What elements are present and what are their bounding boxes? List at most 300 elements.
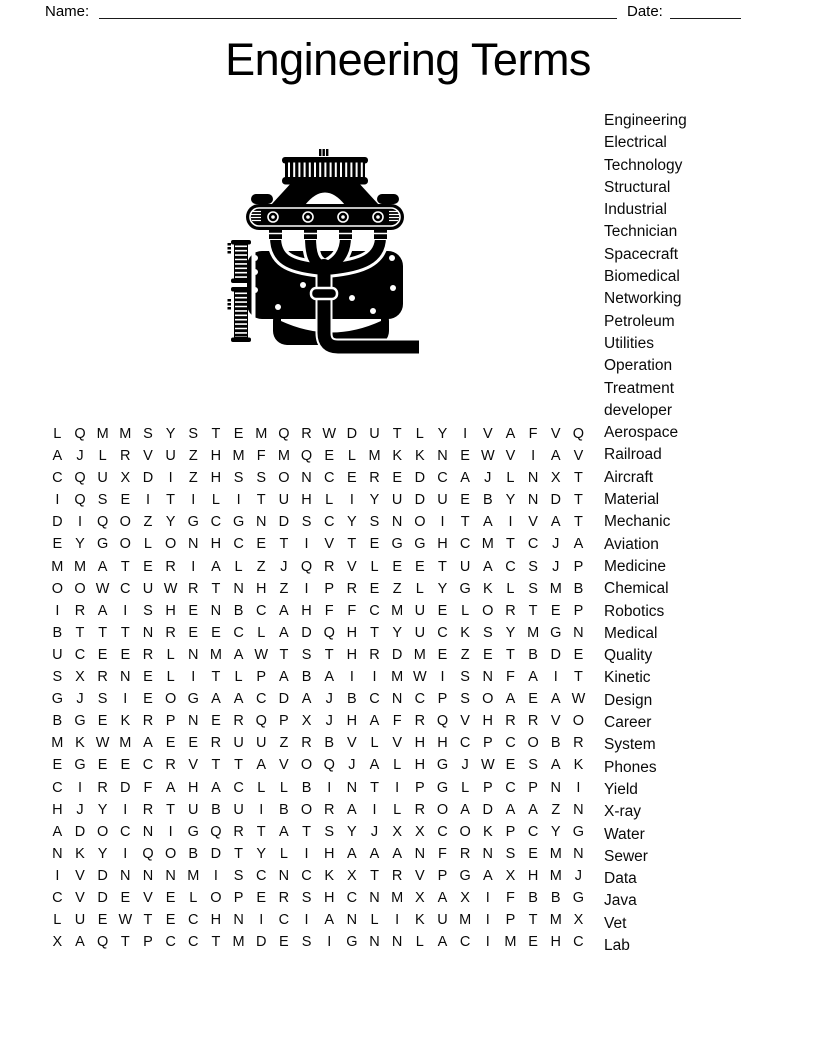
grid-letter: L — [234, 558, 243, 575]
grid-letter: W — [480, 757, 495, 774]
grid-letter: A — [211, 691, 221, 708]
grid-letter: R — [459, 845, 471, 862]
word-list-item: Electrical — [604, 134, 667, 152]
grid-letter: A — [369, 713, 380, 730]
grid-letter: O — [482, 691, 494, 708]
grid-letter: E — [52, 536, 63, 553]
grid-letter: T — [438, 558, 447, 575]
grid-letter: Q — [142, 845, 154, 862]
grid-letter: L — [279, 779, 288, 796]
grid-letter: A — [482, 867, 493, 884]
grid-letter: P — [279, 713, 289, 730]
grid-letter: I — [372, 669, 377, 686]
grid-letter: N — [573, 801, 584, 818]
grid-letter: D — [414, 470, 426, 487]
grid-letter: T — [256, 492, 266, 509]
grid-letter: T — [211, 426, 221, 442]
grid-letter: H — [346, 713, 358, 730]
grid-letter: I — [508, 514, 513, 531]
grid-letter: A — [347, 845, 357, 862]
grid-letter: R — [165, 558, 176, 575]
grid-letter: N — [255, 514, 267, 531]
grid-letter: C — [188, 934, 199, 951]
grid-letter: I — [55, 492, 60, 509]
grid-letter: I — [485, 889, 490, 906]
grid-letter: E — [165, 912, 176, 929]
word-list-item: Petroleum — [604, 312, 675, 330]
grid-letter: R — [165, 757, 176, 774]
grid-letter: T — [120, 624, 130, 641]
grid-letter: T — [211, 580, 221, 597]
grid-letter: P — [324, 580, 335, 597]
grid-letter: H — [210, 448, 222, 465]
grid-letter: A — [279, 669, 289, 686]
grid-letter: Y — [165, 426, 176, 442]
grid-letter: Q — [210, 823, 222, 840]
grid-letter: S — [460, 691, 470, 708]
grid-letter: H — [323, 889, 335, 906]
grid-letter: A — [97, 558, 108, 575]
grid-letter: T — [506, 646, 515, 663]
grid-letter: E — [143, 558, 153, 575]
word-list-item: Kinetic — [604, 669, 651, 687]
word-list-item: Engineering — [604, 112, 687, 129]
grid-letter: K — [75, 845, 85, 862]
grid-letter: L — [347, 448, 356, 465]
grid-letter: S — [97, 492, 108, 509]
grid-letter: J — [280, 558, 288, 575]
grid-letter: V — [505, 448, 516, 465]
grid-letter: I — [395, 779, 400, 796]
grid-letter: A — [460, 801, 470, 818]
grid-letter: A — [528, 669, 538, 686]
grid-letter: M — [549, 867, 562, 884]
grid-letter: V — [324, 536, 335, 553]
grid-letter: S — [460, 669, 470, 686]
grid-letter: L — [506, 470, 515, 487]
grid-letter: N — [391, 514, 403, 531]
word-list-item: Railroad — [604, 446, 662, 464]
grid-letter: S — [256, 470, 267, 487]
grid-letter: A — [52, 448, 63, 465]
grid-letter: C — [74, 646, 86, 663]
grid-letter: E — [279, 934, 289, 951]
grid-letter: V — [347, 558, 357, 575]
grid-letter: T — [211, 669, 221, 686]
grid-letter: I — [463, 426, 468, 442]
grid-letter: Q — [323, 757, 335, 774]
grid-letter: C — [233, 624, 244, 641]
grid-letter: I — [349, 492, 354, 509]
grid-letter: T — [528, 912, 538, 929]
grid-letter: P — [143, 934, 153, 951]
grid-letter: K — [75, 735, 85, 752]
grid-letter: U — [188, 801, 199, 818]
grid-letter: W — [254, 646, 269, 663]
grid-letter: C — [369, 602, 380, 619]
grid-letter: I — [372, 801, 377, 818]
grid-letter: M — [73, 558, 87, 575]
grid-letter: A — [369, 757, 380, 774]
grid-letter: L — [257, 624, 266, 641]
grid-letter: T — [166, 492, 176, 509]
grid-letter: T — [279, 536, 289, 553]
grid-letter: A — [437, 889, 448, 906]
grid-letter: A — [211, 558, 221, 575]
grid-letter: P — [233, 889, 244, 906]
grid-letter: I — [553, 669, 558, 686]
grid-letter: D — [482, 801, 494, 818]
grid-letter: P — [256, 669, 267, 686]
grid-letter: K — [573, 757, 584, 774]
word-list-item: Utilities — [604, 334, 654, 352]
grid-letter: O — [164, 536, 177, 553]
grid-letter: E — [256, 536, 267, 553]
grid-letter: L — [211, 492, 220, 509]
grid-letter: D — [142, 470, 154, 487]
grid-letter: H — [550, 934, 561, 951]
grid-letter: L — [506, 580, 515, 597]
grid-letter: G — [187, 514, 199, 531]
grid-letter: O — [300, 757, 313, 774]
grid-letter: X — [414, 823, 425, 840]
grid-letter: Z — [279, 735, 289, 752]
grid-letter: T — [98, 624, 108, 641]
grid-letter: E — [324, 448, 335, 465]
grid-letter: E — [392, 470, 402, 487]
grid-letter: U — [233, 801, 244, 818]
grid-letter: E — [97, 646, 108, 663]
grid-letter: D — [120, 779, 131, 796]
grid-letter: O — [74, 580, 86, 597]
grid-letter: D — [550, 492, 561, 509]
grid-letter: A — [233, 691, 244, 708]
grid-letter: I — [440, 669, 445, 686]
grid-letter: V — [460, 713, 470, 730]
grid-letter: I — [576, 779, 581, 796]
grid-letter: X — [52, 934, 63, 951]
grid-letter: R — [323, 558, 335, 575]
grid-letter: N — [278, 867, 290, 884]
grid-letter: E — [120, 757, 131, 774]
grid-letter: M — [277, 448, 290, 465]
grid-letter: A — [75, 934, 85, 951]
grid-letter: E — [97, 757, 108, 774]
grid-letter: F — [392, 713, 402, 730]
grid-letter: C — [255, 602, 267, 619]
grid-letter: C — [52, 889, 63, 906]
grid-letter: I — [77, 779, 82, 796]
grid-letter: A — [550, 757, 561, 774]
grid-letter: V — [414, 867, 425, 884]
grid-letter: B — [347, 691, 357, 708]
grid-letter: I — [168, 470, 173, 487]
grid-letter: Y — [505, 624, 516, 641]
grid-letter: I — [191, 492, 196, 509]
grid-letter: T — [256, 823, 266, 840]
grid-letter: R — [142, 646, 154, 663]
grid-letter: W — [118, 912, 133, 929]
grid-letter: Y — [437, 426, 448, 442]
grid-letter: V — [347, 735, 357, 752]
grid-letter: A — [392, 845, 402, 862]
grid-letter: E — [256, 889, 267, 906]
word-list-item: Data — [604, 870, 637, 888]
grid-letter: V — [482, 426, 493, 442]
grid-letter: U — [74, 912, 86, 929]
grid-letter: K — [460, 624, 470, 641]
grid-letter: J — [76, 801, 84, 818]
grid-letter: I — [191, 558, 196, 575]
grid-letter: Z — [392, 580, 402, 597]
grid-letter: T — [120, 558, 130, 575]
grid-letter: L — [234, 669, 243, 686]
grid-letter: W — [480, 448, 495, 465]
grid-letter: J — [574, 867, 583, 884]
grid-letter: A — [52, 823, 63, 840]
grid-letter: D — [550, 646, 561, 663]
word-search-grid — [46, 423, 590, 953]
grid-letter: M — [119, 735, 132, 752]
grid-letter: L — [415, 934, 424, 951]
grid-letter: Y — [550, 823, 561, 840]
grid-letter: E — [505, 757, 516, 774]
grid-letter: U — [414, 624, 426, 641]
grid-letter: U — [414, 602, 426, 619]
grid-letter: K — [414, 448, 425, 465]
grid-letter: Q — [278, 426, 290, 442]
grid-letter: W — [95, 580, 110, 597]
grid-letter: C — [120, 580, 131, 597]
grid-letter: O — [482, 602, 494, 619]
grid-letter: S — [52, 669, 63, 686]
word-list-item: Yield — [604, 780, 638, 798]
grid-letter: T — [279, 646, 289, 663]
grid-letter: R — [233, 713, 244, 730]
grid-letter: A — [347, 801, 357, 818]
grid-letter: C — [52, 779, 63, 796]
grid-letter: H — [301, 602, 312, 619]
grid-letter: T — [370, 867, 379, 884]
word-list-item: Water — [604, 825, 645, 843]
grid-letter: M — [549, 845, 562, 862]
grid-letter: E — [188, 735, 199, 752]
grid-letter: Q — [97, 934, 109, 951]
grid-letter: L — [370, 735, 379, 752]
grid-letter: U — [459, 558, 471, 575]
grid-letter: O — [414, 514, 426, 531]
grid-letter: F — [438, 845, 447, 862]
grid-letter: C — [323, 514, 335, 531]
grid-letter: E — [188, 624, 199, 641]
grid-letter: S — [505, 845, 516, 862]
word-list-item: Robotics — [604, 602, 665, 620]
grid-letter: R — [573, 735, 584, 752]
grid-letter: N — [482, 845, 494, 862]
grid-letter: P — [414, 779, 425, 796]
grid-letter: S — [301, 889, 312, 906]
grid-letter: A — [324, 669, 335, 686]
grid-letter: Y — [75, 536, 85, 553]
name-blank — [99, 18, 617, 19]
grid-letter: N — [188, 713, 199, 730]
grid-letter: E — [211, 624, 221, 641]
grid-letter: T — [573, 492, 583, 509]
grid-letter: Y — [97, 845, 108, 862]
grid-letter: B — [324, 735, 335, 752]
grid-letter: E — [437, 646, 448, 663]
grid-letter: C — [369, 691, 380, 708]
grid-letter: Y — [256, 845, 267, 862]
grid-letter: R — [346, 580, 358, 597]
word-list-item: Sewer — [604, 847, 648, 865]
word-list-item: Material — [604, 491, 660, 509]
grid-letter: O — [278, 470, 290, 487]
grid-letter: O — [459, 823, 471, 840]
grid-letter: I — [304, 912, 309, 929]
grid-letter: H — [210, 912, 222, 929]
grid-letter: C — [120, 823, 131, 840]
grid-letter: I — [485, 934, 490, 951]
grid-letter: N — [482, 669, 494, 686]
word-list-item: Medical — [604, 624, 658, 642]
grid-letter: C — [414, 691, 426, 708]
grid-letter: X — [460, 889, 470, 906]
grid-letter: E — [143, 691, 153, 708]
grid-letter: L — [189, 889, 198, 906]
grid-letter: V — [528, 514, 538, 531]
grid-letter: R — [74, 602, 86, 619]
grid-letter: I — [304, 845, 309, 862]
word-list-item: Vet — [604, 914, 627, 932]
grid-letter: C — [573, 934, 584, 951]
grid-letter: B — [573, 580, 584, 597]
grid-letter: H — [414, 735, 426, 752]
grid-letter: E — [120, 646, 131, 663]
grid-letter: G — [572, 823, 585, 840]
grid-letter: V — [573, 448, 584, 465]
grid-letter: G — [436, 779, 449, 796]
grid-letter: I — [259, 801, 264, 818]
grid-letter: N — [573, 845, 584, 862]
grid-letter: K — [482, 823, 493, 840]
grid-letter: X — [75, 669, 85, 686]
grid-letter: N — [210, 602, 222, 619]
grid-letter: E — [233, 426, 244, 442]
grid-letter: C — [323, 470, 335, 487]
grid-letter: G — [459, 580, 471, 597]
grid-letter: S — [369, 514, 380, 531]
grid-letter: C — [52, 470, 63, 487]
grid-letter: E — [143, 669, 153, 686]
grid-letter: N — [550, 779, 561, 796]
word-list-item: Treatment — [604, 379, 675, 397]
grid-letter: S — [301, 934, 312, 951]
grid-letter: D — [346, 426, 358, 442]
grid-letter: K — [120, 713, 131, 730]
word-list-item: Design — [604, 691, 653, 709]
grid-letter: G — [97, 536, 109, 553]
grid-letter: Y — [97, 801, 108, 818]
grid-letter: I — [327, 779, 332, 796]
grid-letter: E — [97, 713, 108, 730]
grid-letter: V — [188, 757, 199, 774]
grid-letter: B — [301, 779, 312, 796]
grid-letter: M — [255, 426, 268, 442]
grid-letter: M — [391, 889, 404, 906]
grid-letter: H — [255, 580, 267, 597]
grid-letter: H — [346, 646, 358, 663]
word-list-item: Quality — [604, 647, 653, 665]
grid-letter: Q — [74, 470, 86, 487]
grid-letter: F — [324, 602, 334, 619]
grid-letter: R — [414, 801, 426, 818]
grid-letter: S — [97, 691, 108, 708]
grid-letter: D — [414, 492, 426, 509]
grid-letter: L — [279, 845, 288, 862]
grid-letter: T — [347, 536, 357, 553]
grid-letter: P — [437, 867, 448, 884]
grid-letter: X — [414, 889, 425, 906]
grid-letter: A — [324, 912, 335, 929]
grid-letter: C — [505, 735, 516, 752]
grid-letter: T — [234, 845, 243, 862]
grid-letter: C — [459, 934, 471, 951]
grid-letter: O — [164, 691, 177, 708]
grid-letter: J — [76, 448, 84, 465]
grid-letter: M — [51, 558, 64, 575]
grid-letter: N — [369, 934, 380, 951]
grid-letter: Y — [347, 823, 357, 840]
word-list-item: Medicine — [604, 557, 667, 575]
grid-letter: O — [210, 889, 222, 906]
grid-letter: O — [527, 735, 539, 752]
grid-letter: E — [165, 735, 176, 752]
grid-letter: D — [210, 845, 222, 862]
grid-letter: E — [550, 602, 561, 619]
grid-letter: I — [123, 801, 128, 818]
grid-letter: A — [143, 735, 153, 752]
grid-letter: A — [505, 426, 516, 442]
grid-letter: L — [166, 646, 175, 663]
grid-letter: N — [188, 536, 199, 553]
grid-letter: C — [437, 624, 448, 641]
grid-letter: Q — [572, 426, 585, 442]
grid-letter: N — [165, 867, 176, 884]
grid-letter: S — [301, 646, 312, 663]
grid-letter: F — [506, 669, 515, 686]
word-list-item: Chemical — [604, 580, 669, 598]
grid-letter: A — [369, 845, 380, 862]
word-list-item: Spacecraft — [604, 245, 679, 263]
grid-letter: Z — [551, 801, 561, 818]
grid-letter: E — [52, 757, 63, 774]
grid-letter: I — [123, 691, 128, 708]
grid-letter: B — [482, 492, 493, 509]
grid-letter: B — [211, 801, 221, 818]
grid-letter: D — [391, 646, 403, 663]
grid-letter: E — [211, 713, 221, 730]
grid-letter: H — [437, 536, 448, 553]
grid-letter: U — [142, 580, 154, 597]
grid-letter: O — [300, 801, 313, 818]
grid-letter: Y — [165, 514, 176, 531]
grid-letter: Z — [460, 646, 470, 663]
grid-letter: T — [528, 602, 538, 619]
grid-letter: B — [188, 845, 199, 862]
grid-letter: B — [233, 602, 244, 619]
grid-letter: B — [528, 889, 538, 906]
